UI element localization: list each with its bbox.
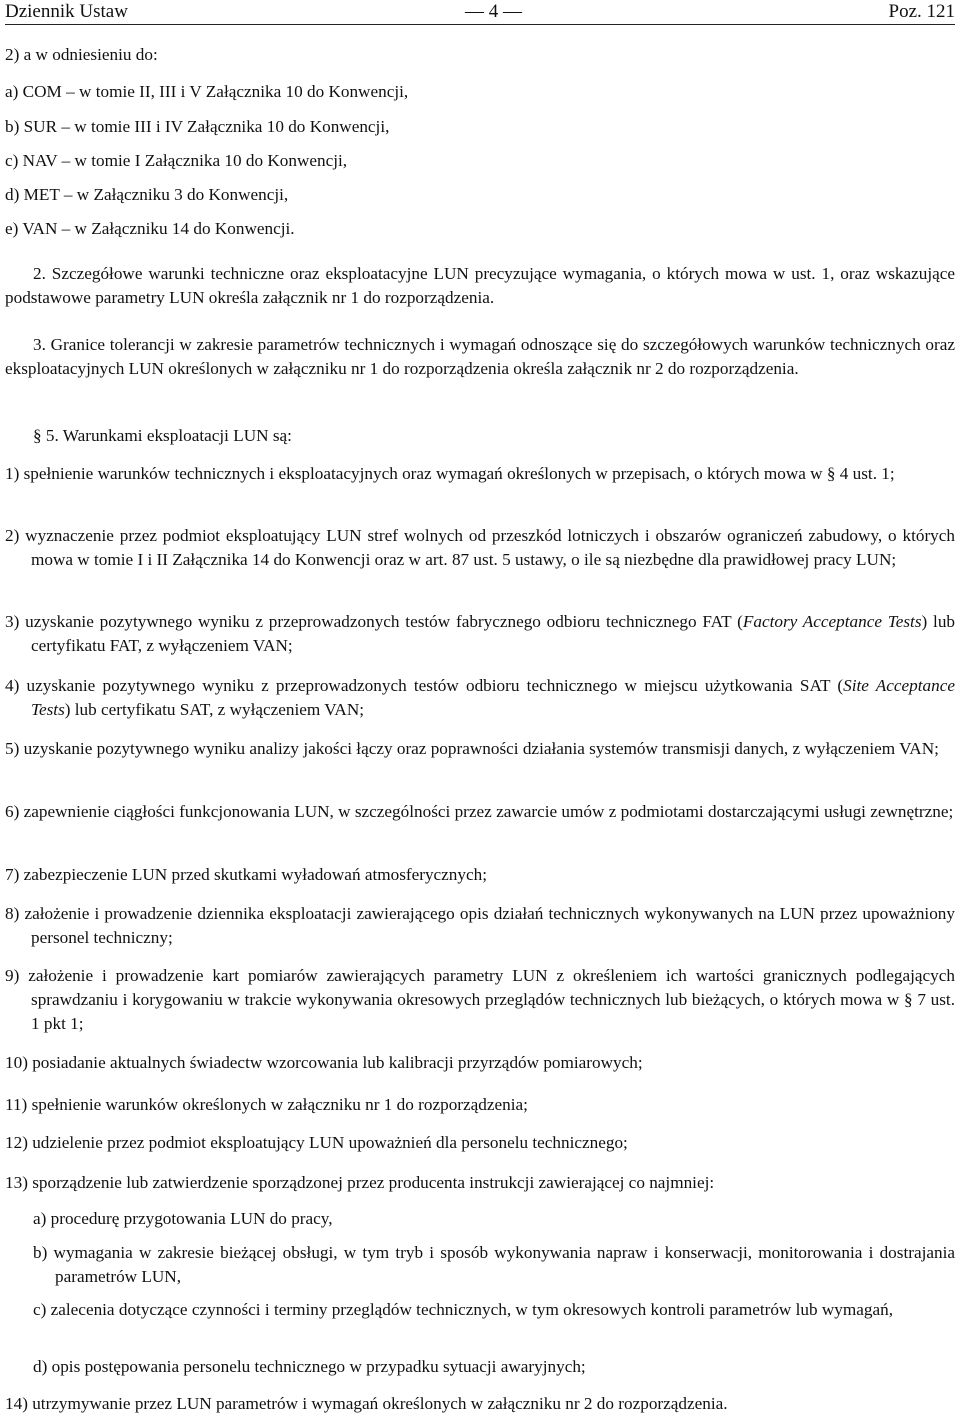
intro-item-b: b) SUR – w tomie III i IV Załącznika 10 do Konwencji, bbox=[5, 117, 390, 136]
condition-6: 6) zapewnienie ciągłości funkcjonowania LUN, w szczególności przez zawarcie umów z podmiotami dostarczającymi usługi zewnętrzne; bbox=[5, 802, 954, 821]
intro-item-a: a) COM – w tomie II, III i V Załącznika 10 do Konwencji, bbox=[5, 82, 409, 101]
condition-1: 1) spełnienie warunków technicznych i eksploatacyjnych oraz wymagań określonych w przepisach, o których mowa w § 4 ust. 1; bbox=[5, 464, 895, 483]
condition-7: 7) zabezpieczenie LUN przed skutkami wyładowań atmosferycznych; bbox=[5, 865, 487, 884]
section-2: 2. Szczegółowe warunki techniczne oraz eksploatacyjne LUN precyzujące wymagania, o których mowa w ust. 1, oraz wskazujące podstawowe parametry LUN określa załącznik nr 1 do rozporządzenia. bbox=[5, 264, 955, 307]
position-number: Poz. 121 bbox=[888, 1, 955, 22]
condition-13-item-d: d) opis postępowania personelu technicznego w przypadku sytuacji awaryjnych; bbox=[33, 1357, 586, 1376]
condition-8: 8) założenie i prowadzenie dziennika eksploatacji zawierającego opis działań technicznych wykonywanych na LUN przez upoważniony personel techniczny; bbox=[5, 904, 955, 947]
condition-13-item-b: b) wymagania w zakresie bieżącej obsługi, w tym tryb i sposób wykonywania napraw i konserwacji, monitorowania i dostrajania parametrów LUN, bbox=[33, 1243, 955, 1286]
intro-item-d: d) MET – w Załączniku 3 do Konwencji, bbox=[5, 185, 289, 204]
header-rule bbox=[5, 24, 955, 25]
condition-5: 5) uzyskanie pozytywnego wyniku analizy jakości łączy oraz poprawności działania systemów transmisji danych, z wyłączeniem VAN; bbox=[5, 739, 939, 758]
section-3: 3. Granice tolerancji w zakresie parametrów technicznych i wymagań odnoszące się do szczegółowych warunków technicznych oraz eksploatacyjnych LUN określonych w załączniku nr 1 do rozporządzenia określa załącznik nr 2 do rozporządzenia. bbox=[5, 335, 955, 378]
condition-13-item-c: c) zalecenia dotyczące czynności i terminy przeglądów technicznych, w tym okresowych kontroli parametrów lub wymagań, bbox=[33, 1300, 893, 1319]
condition-13-item-a: a) procedurę przygotowania LUN do pracy, bbox=[33, 1209, 333, 1228]
intro-item-c: c) NAV – w tomie I Załącznika 10 do Konwencji, bbox=[5, 151, 348, 170]
page-number: — 4 — bbox=[465, 1, 522, 22]
section-5-heading: § 5. Warunkami eksploatacji LUN są: bbox=[33, 426, 292, 445]
condition-4: 4) uzyskanie pozytywnego wyniku z przeprowadzonych testów odbioru technicznego w miejscu użytkowania SAT (Site Acceptance Tests) lub certyfikatu SAT, z wyłączeniem VAN; bbox=[5, 676, 955, 719]
condition-13: 13) sporządzenie lub zatwierdzenie sporządzonej przez producenta instrukcji zawierającej co najmniej: bbox=[5, 1173, 715, 1192]
condition-9: 9) założenie i prowadzenie kart pomiarów zawierających parametry LUN z określeniem ich wartości granicznych podlegających sprawdzaniu i korygowaniu w trakcie wykonywania okresowych przeglądów technicznych lub bieżących, o których mowa w § 7 ust. 1 pkt 1; bbox=[5, 966, 955, 1033]
condition-14: 14) utrzymywanie przez LUN parametrów i wymagań określonych w załączniku nr 2 do rozporządzenia. bbox=[5, 1394, 728, 1413]
condition-11: 11) spełnienie warunków określonych w załączniku nr 1 do rozporządzenia; bbox=[5, 1095, 528, 1114]
intro-paragraph: 2) a w odniesieniu do: bbox=[5, 45, 158, 64]
page-header bbox=[5, 0, 955, 26]
intro-item-e: e) VAN – w Załączniku 14 do Konwencji. bbox=[5, 219, 295, 238]
journal-title: Dziennik Ustaw bbox=[5, 1, 128, 22]
condition-3: 3) uzyskanie pozytywnego wyniku z przeprowadzonych testów fabrycznego odbioru technicznego FAT (Factory Acceptance Tests) lub certyfikatu FAT, z wyłączeniem VAN; bbox=[5, 612, 956, 655]
condition-10: 10) posiadanie aktualnych świadectw wzorcowania lub kalibracji przyrządów pomiarowych; bbox=[5, 1053, 643, 1072]
condition-2: 2) wyznaczenie przez podmiot eksploatujący LUN stref wolnych od przeszkód lotniczych i obszarów ograniczeń zabudowy, o których mowa w tomie I i II Załącznika 14 do Konwencji oraz w art. 87 ust. 5 ustawy, o ile są niezbędne dla prawidłowej pracy LUN; bbox=[5, 526, 955, 569]
condition-12: 12) udzielenie przez podmiot eksploatujący LUN upoważnień dla personelu technicznego; bbox=[5, 1133, 628, 1152]
